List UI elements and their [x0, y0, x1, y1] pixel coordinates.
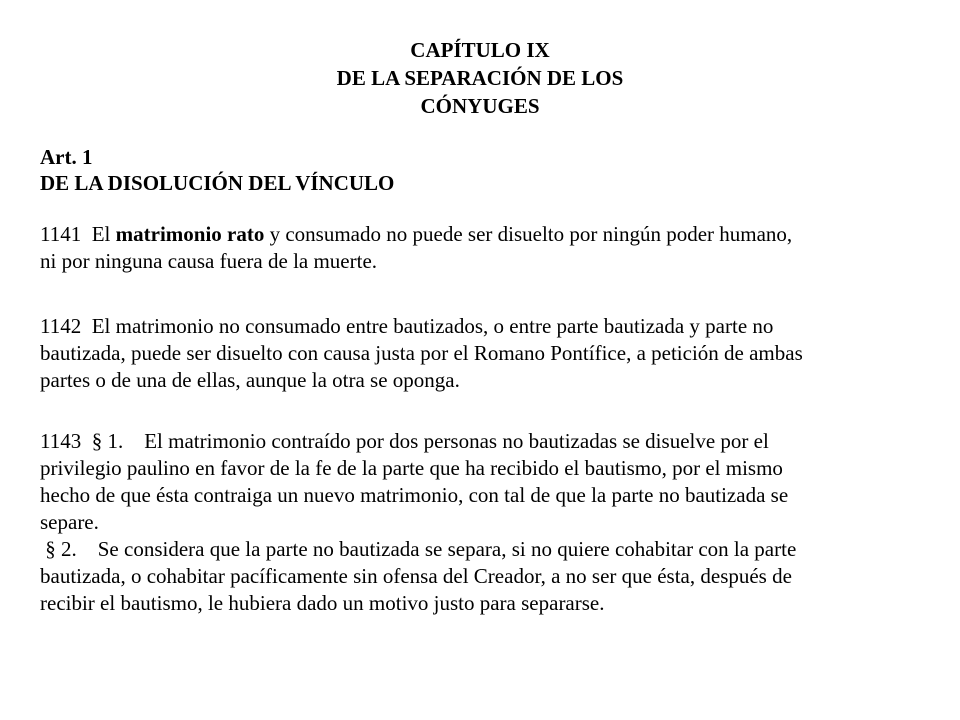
canon-1142-line-1: 1142 El matrimonio no consumado entre bautizados, o entre parte bautizada y parte no	[40, 314, 774, 338]
canon-1143	[40, 428, 920, 617]
canon-1143-line-3: hecho de que ésta contraiga un nuevo matrimonio, con tal de que la parte no bautizada se	[40, 483, 789, 507]
canon-1142	[40, 313, 920, 394]
canon-1143-line-6: bautizada, o cohabitar pacíficamente sin ofensa del Creador, a no ser que ésta, después de	[40, 564, 792, 588]
article-number: Art. 1	[40, 145, 93, 169]
canon-1141-text-start: 1141 El	[40, 222, 116, 246]
canon-1142-line-2: bautizada, puede ser disuelto con causa justa por el Romano Pontífice, a petición de ambas	[40, 341, 803, 365]
canon-1143-line-1: 1143 § 1. El matrimonio contraído por dos personas no bautizadas se disuelve por el	[40, 429, 769, 453]
canon-1141	[40, 221, 920, 275]
canon-1143-line-4: separe.	[40, 510, 99, 534]
canon-1143-line-5: § 2. Se considera que la parte no bautizada se separa, si no quiere cohabitar con la parte	[40, 537, 797, 561]
article-title: DE LA DISOLUCIÓN DEL VÍNCULO	[40, 171, 395, 195]
canon-1141-line-1	[40, 221, 920, 248]
canon-1141-text-end: y consumado no puede ser disuelto por ningún poder humano,	[264, 222, 793, 246]
canon-1141-emphasis: matrimonio rato	[115, 222, 265, 246]
canon-1143-line-2: privilegio paulino en favor de la fe de la parte que ha recibido el bautismo, por el mismo	[40, 456, 783, 480]
chapter-title-line-1: DE LA SEPARACIÓN DE LOS	[336, 66, 624, 90]
chapter-number: CAPÍTULO IX	[410, 38, 550, 62]
chapter-title-line-2: CÓNYUGES	[420, 94, 540, 118]
canon-1142-line-3: partes o de una de ellas, aunque la otra se oponga.	[40, 368, 460, 392]
article-heading	[40, 144, 394, 196]
canon-1143-line-7: recibir el bautismo, le hubiera dado un motivo justo para separarse.	[40, 591, 605, 615]
chapter-heading	[0, 36, 960, 120]
canon-1141-line-2: ni por ninguna causa fuera de la muerte.	[40, 249, 378, 273]
